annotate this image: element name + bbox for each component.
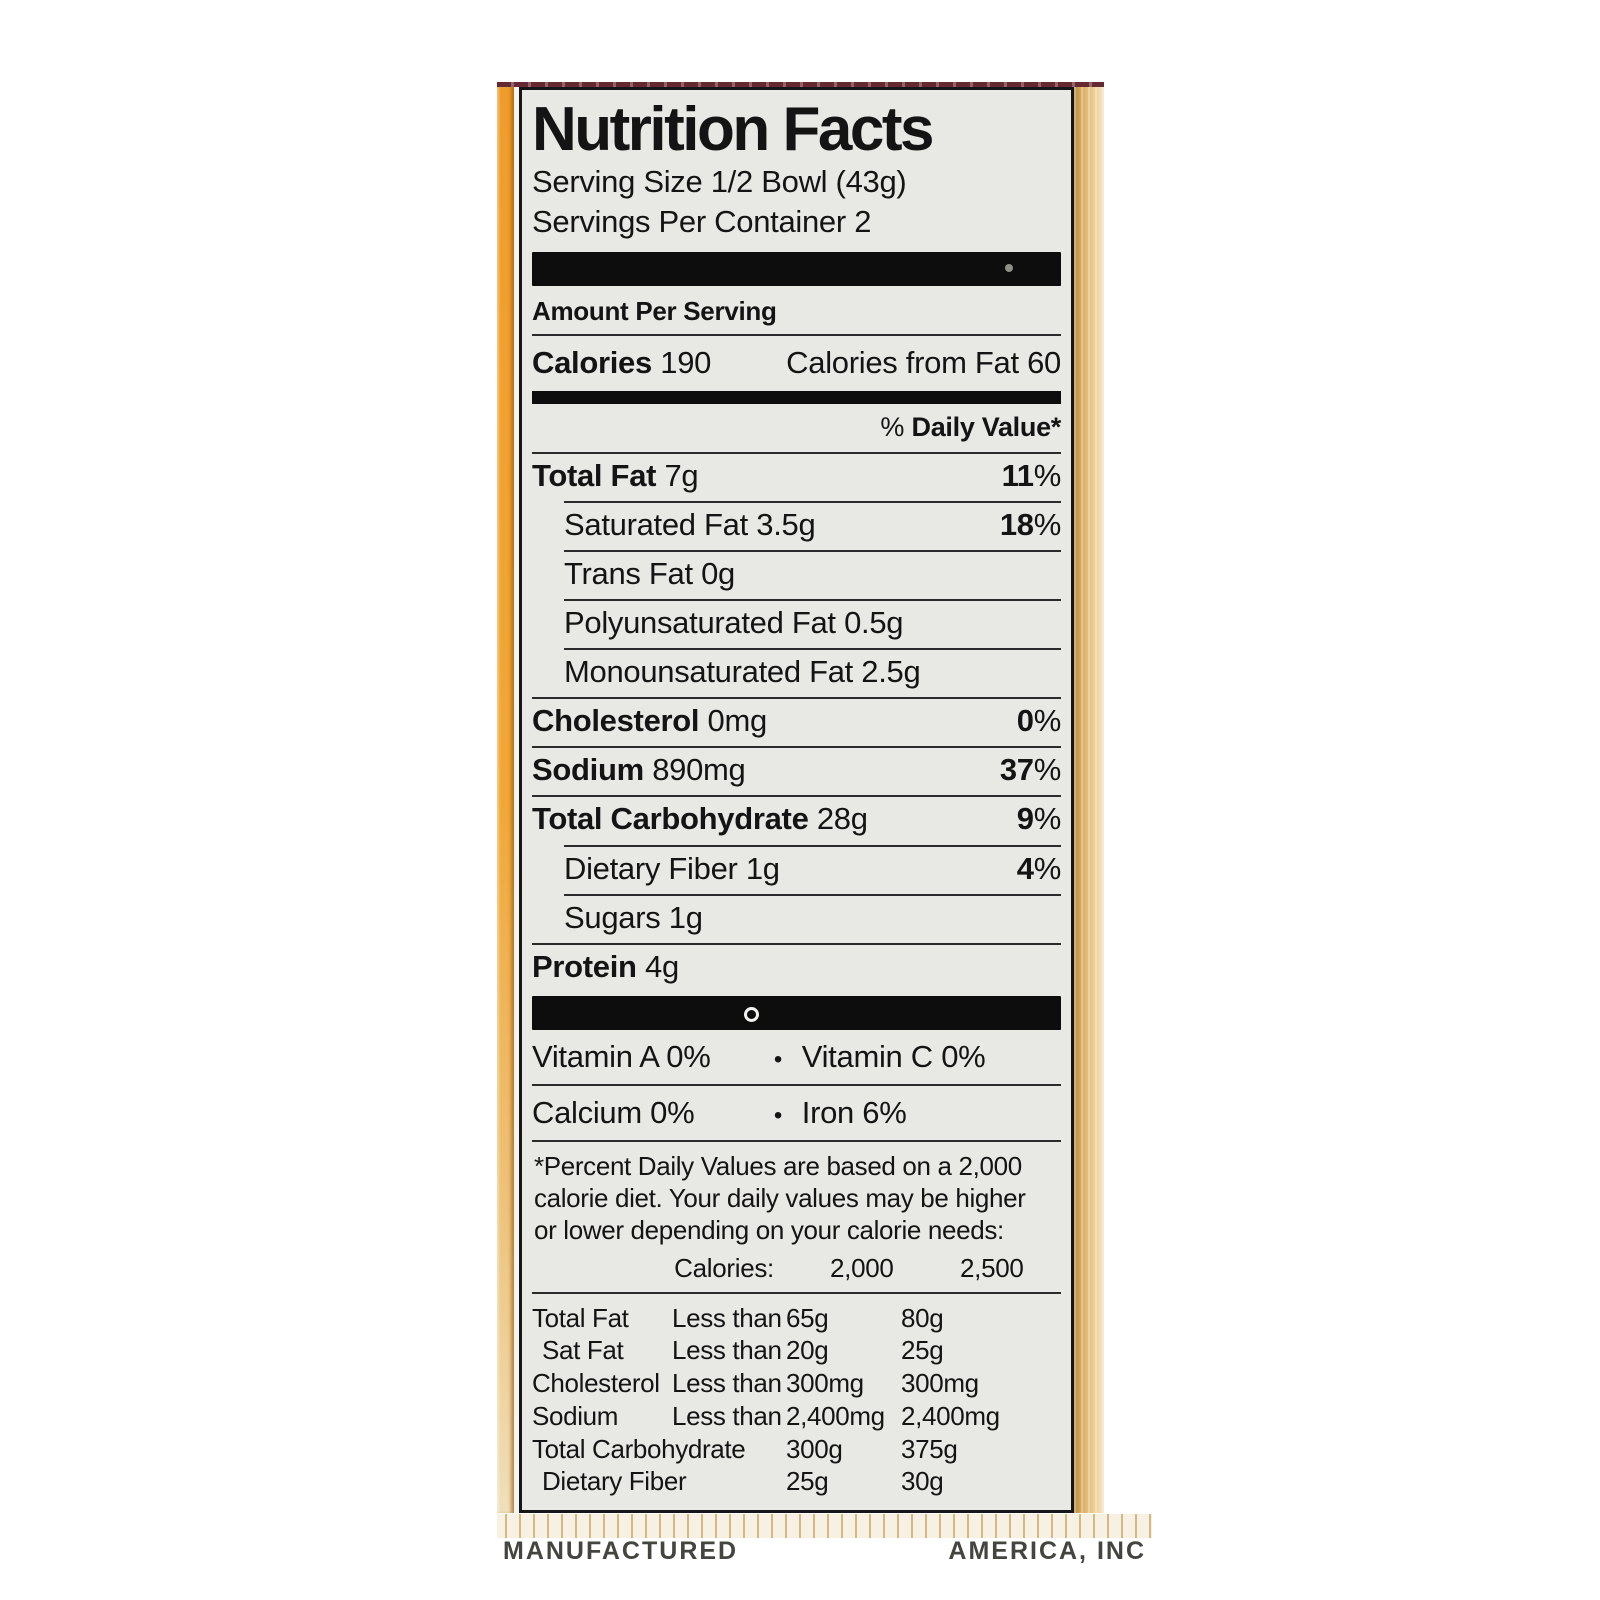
vitamin-right: Iron 6%	[801, 1094, 907, 1130]
vitamin-row	[532, 1086, 1061, 1142]
vitamin-left: Vitamin A 0%	[532, 1038, 711, 1074]
label-title: Nutrition Facts	[532, 95, 932, 164]
dv-row-value-2000: 25g	[786, 1466, 829, 1497]
dv-row-condition: Less than	[672, 1400, 782, 1431]
nutrient-row	[532, 943, 1061, 992]
nutrient-name: Trans Fat 0g	[564, 556, 735, 591]
nutrition-label-photo	[497, 82, 1146, 1566]
nutrient-name: Sugars 1g	[564, 899, 703, 935]
nutrient-rows	[532, 452, 1061, 992]
nutrient-daily-value: 18%	[999, 506, 1061, 542]
servings-per-container: Servings Per Container 2	[532, 204, 872, 240]
clipped-bottom-text	[497, 1537, 1152, 1566]
nutrient-row	[532, 501, 1061, 550]
daily-values-table-row	[532, 1465, 1061, 1498]
calories-from-fat: Calories from Fat 60	[786, 344, 1061, 380]
dv-row-value-2000: 20g	[786, 1335, 829, 1366]
dv-row-name: Sat Fat	[542, 1335, 624, 1366]
medium-divider-bar	[532, 391, 1061, 404]
nutrient-row	[532, 599, 1061, 648]
bullet-separator: •	[773, 1045, 783, 1073]
nutrient-row	[532, 894, 1061, 943]
thick-divider-bar	[532, 252, 1061, 286]
daily-values-table-row	[532, 1400, 1061, 1433]
dv-row-condition: Less than	[672, 1302, 782, 1333]
footnote-calories-label: Calories:	[674, 1252, 774, 1283]
nutrient-row	[532, 845, 1061, 894]
nutrient-daily-value: 4%	[1016, 850, 1061, 886]
dv-row-value-2500: 300mg	[901, 1368, 979, 1399]
nutrient-name: Total Fat 7g	[532, 457, 699, 493]
amount-per-serving-heading: Amount Per Serving	[532, 286, 1061, 336]
daily-values-table	[532, 1292, 1061, 1499]
bullet-separator: •	[773, 1101, 783, 1129]
vitamin-left: Calcium 0%	[532, 1094, 695, 1130]
nutrient-row	[532, 550, 1061, 599]
dv-row-value-2500: 375g	[901, 1433, 958, 1464]
dv-row-name: Total Fat	[532, 1302, 629, 1333]
vitamin-right: Vitamin C 0%	[801, 1038, 986, 1074]
nutrient-name: Polyunsaturated Fat 0.5g	[564, 605, 904, 641]
package-left-orange-stripe	[497, 87, 514, 1513]
nutrient-row	[532, 746, 1061, 795]
serving-size: Serving Size 1/2 Bowl (43g)	[532, 164, 907, 200]
nutrient-name: Protein 4g	[532, 948, 679, 984]
package-bottom-hatch-pattern	[497, 1514, 1152, 1538]
dv-row-value-2500: 2,400mg	[901, 1400, 1000, 1431]
package-right-amber-stripe	[1074, 87, 1104, 1513]
nutrient-name: Total Carbohydrate 28g	[532, 801, 868, 837]
dv-row-condition: Less than	[672, 1335, 782, 1366]
footnote-calories-row	[532, 1249, 1061, 1292]
dv-row-value-2000: 300mg	[786, 1368, 864, 1399]
dv-row-name: Total Carbohydrate	[532, 1433, 746, 1464]
footnote-calories-2000: 2,000	[830, 1252, 894, 1283]
daily-values-table-row	[532, 1433, 1061, 1466]
nutrient-daily-value: 9%	[1016, 801, 1061, 837]
vitamin-row	[532, 1030, 1061, 1086]
dv-row-name: Cholesterol	[532, 1368, 660, 1399]
dv-row-value-2500: 30g	[901, 1466, 944, 1497]
nutrient-row	[532, 795, 1061, 844]
nutrient-row	[532, 648, 1061, 697]
vitamin-rows	[532, 1030, 1061, 1142]
daily-values-footnote: *Percent Daily Values are based on a 2,000 calorie diet. Your daily values may be higher or lower depending on your calorie needs:	[534, 1150, 1026, 1246]
nutrition-facts-panel	[519, 87, 1074, 1513]
dv-row-name: Sodium	[532, 1400, 619, 1431]
dv-row-value-2000: 300g	[786, 1433, 843, 1464]
nutrient-daily-value: 0%	[1016, 703, 1061, 739]
dv-row-value-2500: 25g	[901, 1335, 944, 1366]
dv-row-name: Dietary Fiber	[542, 1466, 687, 1497]
nutrient-name: Dietary Fiber 1g	[564, 850, 780, 886]
dv-row-value-2000: 2,400mg	[786, 1400, 885, 1431]
nutrient-row	[532, 452, 1061, 501]
dv-row-value-2500: 80g	[901, 1302, 944, 1333]
clipped-text-left: MANUFACTURED	[503, 1537, 739, 1566]
nutrient-name: Monounsaturated Fat 2.5g	[564, 654, 921, 690]
nutrient-name: Sodium 890mg	[532, 752, 746, 788]
calories-value: Calories 190	[532, 344, 712, 380]
footnote-calories-2500: 2,500	[960, 1252, 1024, 1283]
clipped-text-right: AMERICA, INC	[948, 1537, 1146, 1566]
thick-divider-bar-2	[532, 996, 1061, 1030]
nutrient-name: Saturated Fat 3.5g	[564, 506, 816, 542]
daily-values-table-row	[532, 1367, 1061, 1400]
nutrient-row	[532, 697, 1061, 746]
daily-values-table-row	[532, 1302, 1061, 1335]
daily-values-table-row	[532, 1334, 1061, 1367]
nutrient-name: Cholesterol 0mg	[532, 703, 767, 739]
dv-row-condition: Less than	[672, 1368, 782, 1399]
calories-row	[532, 336, 1061, 391]
nutrient-daily-value: 11%	[1001, 457, 1061, 493]
dv-row-value-2000: 65g	[786, 1302, 829, 1333]
nutrient-daily-value: 37%	[999, 752, 1061, 788]
daily-value-header: % Daily Value*	[880, 411, 1061, 442]
